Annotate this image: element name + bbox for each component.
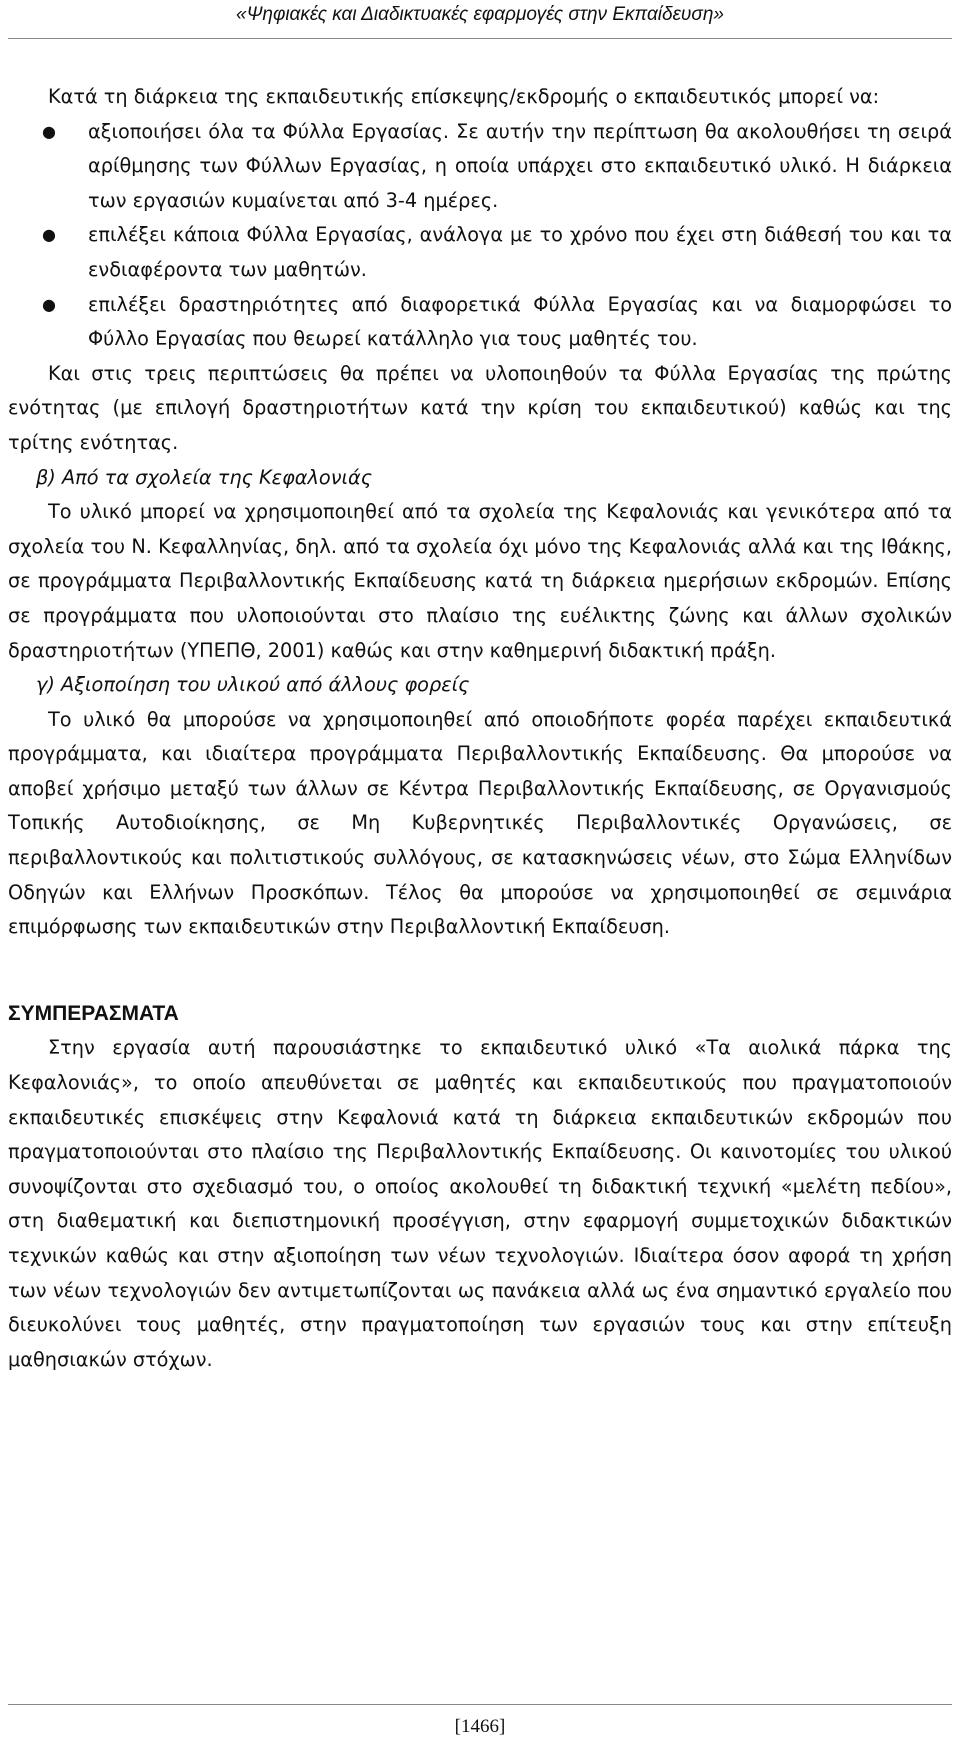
bullet-icon: ● — [42, 121, 56, 141]
other-bodies-paragraph: Το υλικό θα μπορούσε να χρησιμοποιηθεί από οποιοδήποτε φορέα παρέχει εκπαιδευτικά προγράμματα, και ιδιαίτερα προγράμματα Περιβαλλοντικής Εκπαίδευσης. Θα μπορούσε να αποβεί χρήσιμο μεταξύ των άλλων σε Κέντρα Περιβαλλοντικής Εκπαίδευσης, σε Οργανισμούς Τοπικής Αυτοδιοίκησης, σε Μη Κυβερνητικές Περιβαλλοντικές Οργανώσεις, σε περιβαλλοντικούς και πολιτιστικούς συλλόγους, σε κατασκηνώσεις νέων, στο Σώμα Ελληνίδων Οδηγών και Ελλήνων Προσκόπων. Τέλος θα μπορούσε να χρησιμοποιηθεί σε σεμινάρια επιμόρφωσης των εκπαιδευτικών στην Περιβαλλοντική Εκπαίδευση. — [8, 707, 952, 939]
three-cases-paragraph: Και στις τρεις περιπτώσεις θα πρέπει να υλοποιηθούν τα Φύλλα Εργασίας της πρώτης ενότητας (με επιλογή δραστηριοτήτων κατά την κρίση του εκπαιδευτικού) καθώς και της τρίτης ενότητας. — [8, 361, 952, 454]
conclusions-heading: ΣΥΜΠΕΡΑΣΜΑΤΑ — [8, 1001, 179, 1025]
intro-paragraph: Κατά τη διάρκεια της εκπαιδευτικής επίσκεψης/εκδρομής ο εκπαιδευτικός μπορεί να: — [48, 85, 880, 108]
page-body — [8, 80, 952, 1377]
header-divider — [8, 38, 952, 39]
options-list — [8, 115, 952, 357]
schools-paragraph: Το υλικό μπορεί να χρησιμοποιηθεί από τα σχολεία της Κεφαλονιάς και γενικότερα από τα σχολεία του Ν. Κεφαλληνίας, δηλ. από τα σχολεία όχι μόνο της Κεφαλονιάς αλλά και της Ιθάκης, σε προγράμματα Περιβαλλοντικής Εκπαίδευσης κατά τη διάρκεια ημερήσιων εκδρομών. Επίσης σε προγράμματα που υλοποιούνται στο πλαίσιο της ευέλικτης ζώνης και άλλων σχολικών δραστηριοτήτων (ΥΠΕΠΘ, 2001) καθώς και στην καθημερινή διδακτική πράξη. — [8, 500, 952, 662]
list-item: ● επιλέξει δραστηριότητες από διαφορετικά Φύλλα Εργασίας και να διαμορφώσει το Φύλλο Εργασίας που θεωρεί κατάλληλο για τους μαθητές του. — [8, 288, 952, 357]
footer-divider — [8, 1704, 952, 1705]
bullet-icon: ● — [42, 294, 56, 314]
list-item: ● αξιοποιήσει όλα τα Φύλλα Εργασίας. Σε αυτήν την περίπτωση θα ακολουθήσει τη σειρά αρίθμησης των Φύλλων Εργασίας, η οποία υπάρχει στο εκπαιδευτικό υλικό. Η διάρκεια των εργασιών κυμαίνεται από 3-4 ημέρες. — [8, 115, 952, 219]
bullet-icon: ● — [42, 225, 56, 245]
running-header: «Ψηφιακές και Διαδικτυακές εφαρμογές στην Εκπαίδευση» — [236, 4, 724, 25]
subheading-schools: β) Από τα σχολεία της Κεφαλονιάς — [36, 465, 373, 489]
page-number: [1466] — [454, 1716, 506, 1737]
subheading-other-bodies: γ) Αξιοποίηση του υλικού από άλλους φορείς — [36, 673, 470, 697]
list-item: ● επιλέξει κάποια Φύλλα Εργασίας, ανάλογα με το χρόνο που έχει στη διάθεσή του και τα ενδιαφέροντα των μαθητών. — [8, 218, 952, 287]
conclusions-paragraph: Στην εργασία αυτή παρουσιάστηκε το εκπαιδευτικό υλικό «Τα αιολικά πάρκα της Κεφαλονιάς», το οποίο απευθύνεται σε μαθητές και εκπαιδευτικούς που πραγματοποιούν εκπαιδευτικές επισκέψεις στην Κεφαλονιά κατά τη διάρκεια εκπαιδευτικών εκδρομών που πραγματοποιούνται στο πλαίσιο της Περιβαλλοντικής Εκπαίδευσης. Οι καινοτομίες του υλικού συνοψίζονται στο σχεδιασμό του, ο οποίος ακολουθεί τη διδακτική τεχνική «μελέτη πεδίου», στη διαθεματική και διεπιστημονική προσέγγιση, στην εφαρμογή συμμετοχικών διδακτικών τεχνικών καθώς και στην αξιοποίηση των νέων τεχνολογιών. Ιδιαίτερα όσον αφορά τη χρήση των νέων τεχνολογιών δεν αντιμετωπίζονται ως πανάκεια αλλά ως ένα σημαντικό εργαλείο που διευκολύνει τους μαθητές, στην πραγματοποίηση των εργασιών τους και στην επίτευξη μαθησιακών στόχων. — [8, 1036, 952, 1371]
